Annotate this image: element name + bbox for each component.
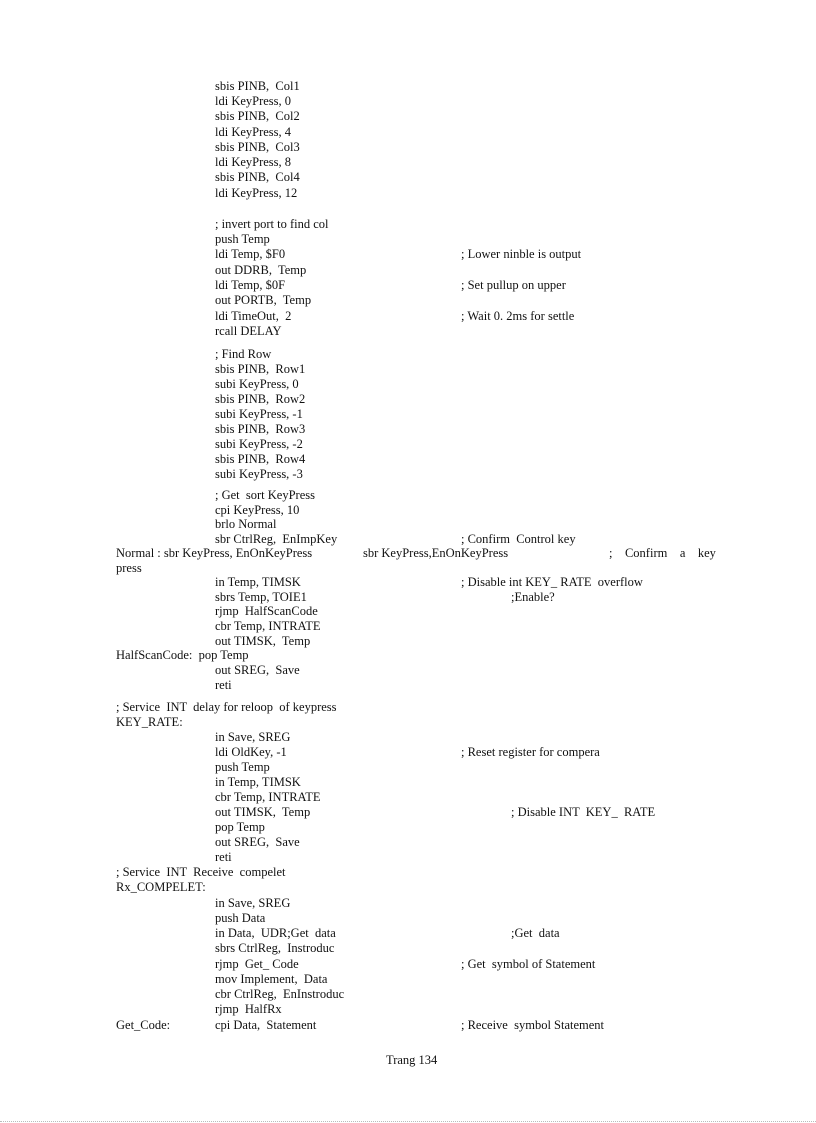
code-line: sbis PINB, Row4 bbox=[215, 452, 306, 466]
code-line: sbis PINB, Row1 bbox=[215, 362, 306, 376]
code-comment: ; invert port to find col bbox=[215, 217, 329, 231]
code-line: push Data bbox=[215, 911, 266, 925]
code-label: Get_Code: bbox=[116, 1018, 171, 1032]
code-line: sbrs Temp, TOIE1 bbox=[215, 590, 307, 604]
code-comment: ; Confirm a key bbox=[609, 546, 716, 560]
code-line: push Temp bbox=[215, 760, 270, 774]
page-number: Trang 134 bbox=[386, 1053, 438, 1067]
code-line: push Temp bbox=[215, 232, 270, 246]
page-bottom-divider bbox=[0, 1121, 816, 1122]
code-comment: ; Get symbol of Statement bbox=[461, 957, 596, 971]
code-line: in Temp, TIMSK bbox=[215, 775, 301, 789]
code-line: out PORTB, Temp bbox=[215, 293, 312, 307]
code-line: sbis PINB, Row3 bbox=[215, 422, 306, 436]
code-comment: ; Service INT Receive compelet bbox=[116, 865, 286, 879]
code-comment: ;Enable? bbox=[511, 590, 555, 604]
code-line: ldi Temp, $0F bbox=[215, 278, 286, 292]
code-line: brlo Normal bbox=[215, 517, 277, 531]
code-comment: ;Get data bbox=[511, 926, 560, 940]
code-line: ldi Temp, $F0 bbox=[215, 247, 286, 261]
code-line: out TIMSK, Temp bbox=[215, 634, 311, 648]
code-line: in Temp, TIMSK bbox=[215, 575, 301, 589]
code-line: rjmp HalfRx bbox=[215, 1002, 282, 1016]
code-comment: ; Confirm Control key bbox=[461, 532, 576, 546]
code-line: subi KeyPress, -2 bbox=[215, 437, 303, 451]
code-line: rcall DELAY bbox=[215, 324, 282, 338]
code-comment: ; Receive symbol Statement bbox=[461, 1018, 605, 1032]
code-line: sbis PINB, Row2 bbox=[215, 392, 306, 406]
code-label: Rx_COMPELET: bbox=[116, 880, 206, 894]
code-line: out DDRB, Temp bbox=[215, 263, 307, 277]
code-line: cbr Temp, INTRATE bbox=[215, 619, 321, 633]
code-line: sbrs CtrlReg, Instroduc bbox=[215, 941, 335, 955]
code-line: sbr KeyPress,EnOnKeyPress bbox=[363, 546, 509, 560]
code-line: subi KeyPress, 0 bbox=[215, 377, 299, 391]
code-label: KEY_RATE: bbox=[116, 715, 183, 729]
code-line: in Data, UDR;Get data bbox=[215, 926, 336, 940]
code-line: in Save, SREG bbox=[215, 896, 291, 910]
code-line: sbr CtrlReg, EnImpKey bbox=[215, 532, 338, 546]
code-line: mov Implement, Data bbox=[215, 972, 328, 986]
code-comment: ; Find Row bbox=[215, 347, 272, 361]
code-line: ldi OldKey, -1 bbox=[215, 745, 287, 759]
code-line: sbis PINB, Col2 bbox=[215, 109, 300, 123]
code-line: cpi KeyPress, 10 bbox=[215, 503, 300, 517]
code-line: sbis PINB, Col1 bbox=[215, 79, 300, 93]
code-line: rjmp Get_ Code bbox=[215, 957, 299, 971]
code-line: sbis PINB, Col3 bbox=[215, 140, 300, 154]
code-line: ldi KeyPress, 0 bbox=[215, 94, 292, 108]
code-line: out SREG, Save bbox=[215, 663, 300, 677]
code-line: ldi KeyPress, 8 bbox=[215, 155, 292, 169]
code-line: cpi Data, Statement bbox=[215, 1018, 317, 1032]
code-label-line: Normal : sbr KeyPress, EnOnKeyPress bbox=[116, 546, 313, 560]
code-line: out TIMSK, Temp bbox=[215, 805, 311, 819]
code-line: subi KeyPress, -3 bbox=[215, 467, 303, 481]
code-line: subi KeyPress, -1 bbox=[215, 407, 303, 421]
code-line: reti bbox=[215, 850, 232, 864]
code-label-line: HalfScanCode: pop Temp bbox=[116, 648, 249, 662]
code-line: out SREG, Save bbox=[215, 835, 300, 849]
code-comment: ; Set pullup on upper bbox=[461, 278, 566, 292]
code-comment: ; Disable INT KEY_ RATE bbox=[511, 805, 656, 819]
code-line: sbis PINB, Col4 bbox=[215, 170, 300, 184]
code-comment: ; Disable int KEY_ RATE overflow bbox=[461, 575, 643, 589]
code-comment: press bbox=[116, 561, 142, 575]
code-comment: ; Get sort KeyPress bbox=[215, 488, 315, 502]
code-line: reti bbox=[215, 678, 232, 692]
code-comment: ; Service INT delay for reloop of keypress bbox=[116, 700, 337, 714]
code-line: in Save, SREG bbox=[215, 730, 291, 744]
code-line: pop Temp bbox=[215, 820, 265, 834]
code-line: ldi KeyPress, 12 bbox=[215, 186, 298, 200]
code-comment: ; Reset register for compera bbox=[461, 745, 600, 759]
code-comment: ; Lower ninble is output bbox=[461, 247, 582, 261]
code-line: ldi TimeOut, 2 bbox=[215, 309, 292, 323]
code-comment: ; Wait 0. 2ms for settle bbox=[461, 309, 575, 323]
code-line: cbr Temp, INTRATE bbox=[215, 790, 321, 804]
code-line: cbr CtrlReg, EnInstroduc bbox=[215, 987, 345, 1001]
code-line: rjmp HalfScanCode bbox=[215, 604, 318, 618]
code-line: ldi KeyPress, 4 bbox=[215, 125, 292, 139]
